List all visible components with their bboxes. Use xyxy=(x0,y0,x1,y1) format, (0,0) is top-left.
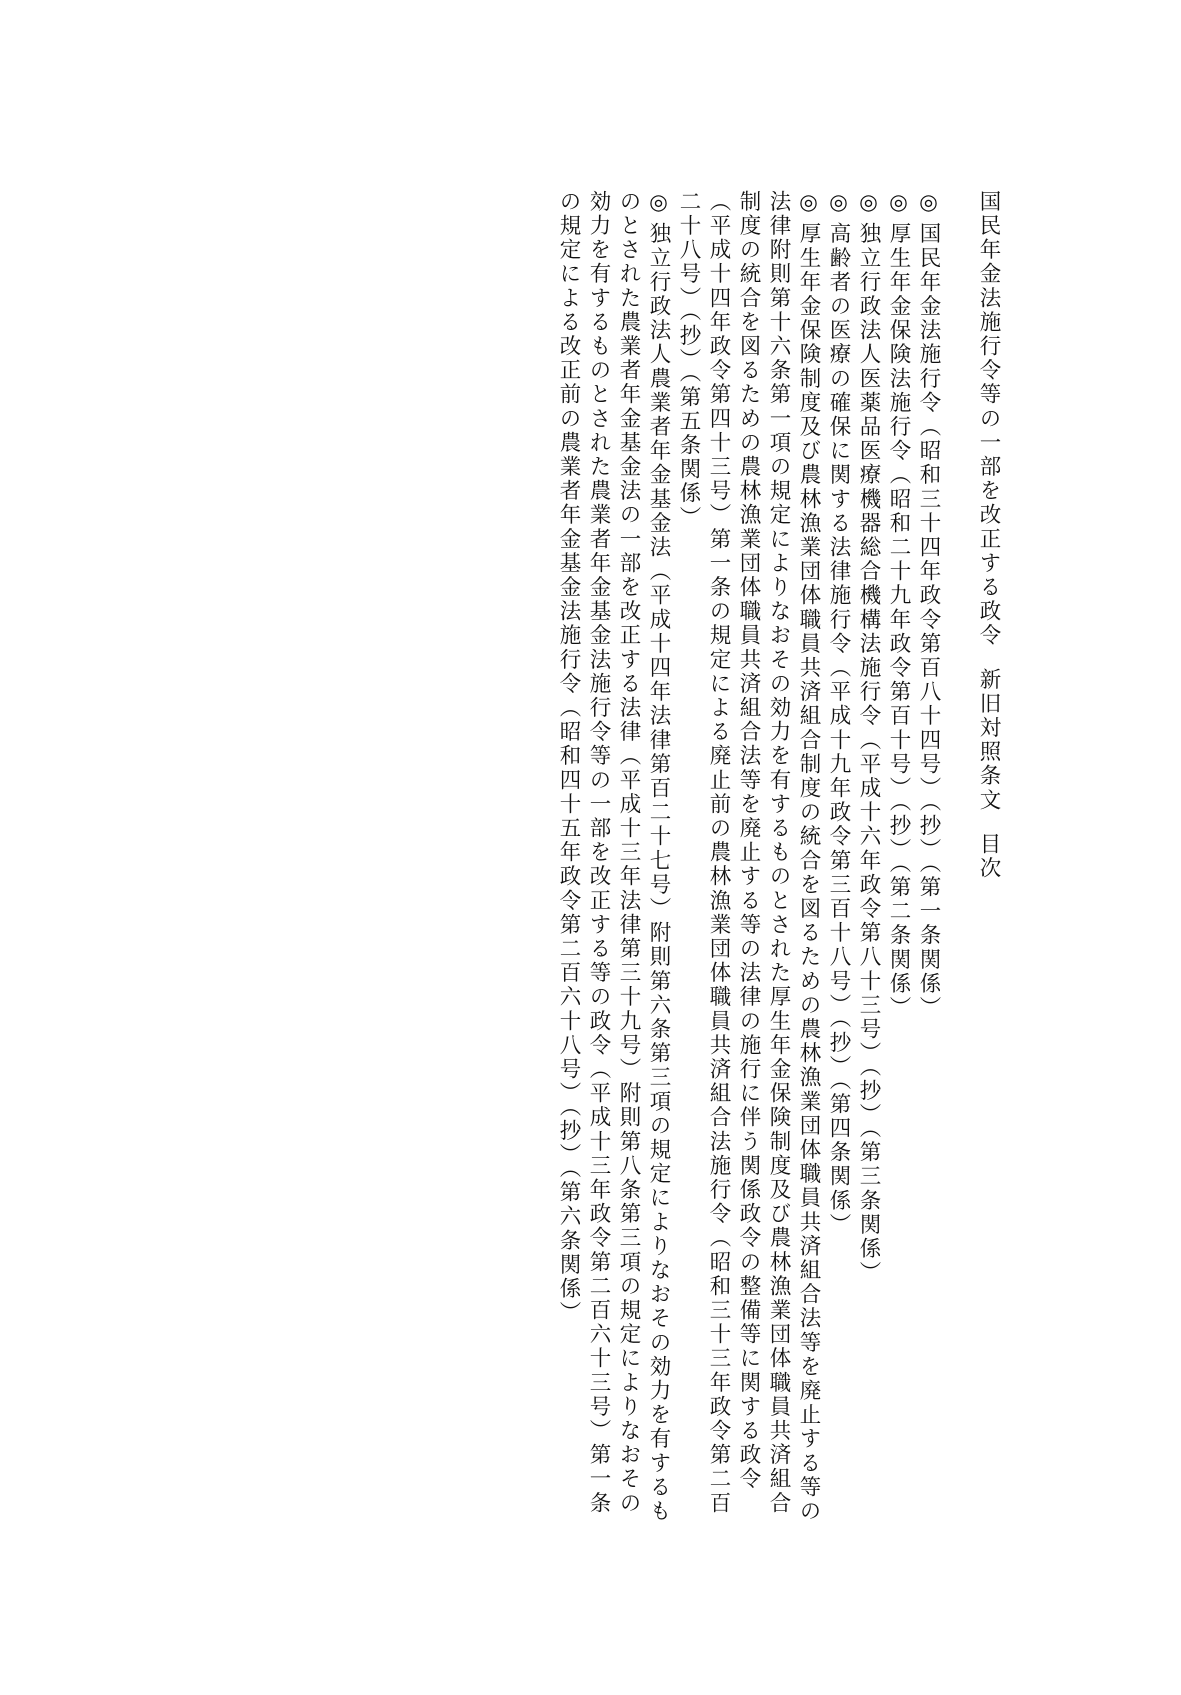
title-sub: 新旧対照条文 xyxy=(976,667,1001,813)
document-title xyxy=(973,190,1003,1530)
title-main: 国民年金法施行令等の一部を改正する政令 xyxy=(976,190,1001,648)
toc-entry-6 xyxy=(553,190,673,1530)
toc-entry-2 xyxy=(883,190,913,1530)
toc-entry-1 xyxy=(913,190,943,1530)
toc-entry-text: 独立行政法人医薬品医療機器総合機構法施行令（平成十六年政令第八十三号）（抄）（第三条関係） xyxy=(856,222,881,1286)
toc-entry-3 xyxy=(853,190,883,1530)
document-body xyxy=(553,190,1003,1530)
toc-entry-text: 独立行政法人農業者年金基金法（平成十四年法律第百二十七号）附則第六条第三項の規定によりなおその効力を有するものとされた農業者年金基金法の一部を改正する法律（平成十三年法律第三十九号）附則第八条第三項の規定によりなおその効力を有するものとされた農業者年金基金法施行令等の一部を改正する等の政令（平成十三年政令第二百六十三号）第一条の規定による改正前の農業者年金基金法施行令（昭和四十五年政令第二百六十八号）（抄）（第六条関係） xyxy=(556,190,671,1524)
toc-entry-text: 国民年金法施行令（昭和三十四年政令第百八十四号）（抄）（第一条関係） xyxy=(916,222,941,1021)
toc-entry-5 xyxy=(673,190,823,1530)
toc-entry-4 xyxy=(823,190,853,1530)
bullet-mark: ◎ xyxy=(856,190,881,218)
toc-entry-text: 厚生年金保険制度及び農林漁業団体職員共済組合制度の統合を図るための農林漁業団体職員共済組合法等を廃止する等の法律附則第十六条第一項の規定によりなおその効力を有するものとされた厚生年金保険制度及び農林漁業団体職員共済組合制度の統合を図るための農林漁業団体職員共済組合法等を廃止する等の法律の施行に伴う関係政令の整備等に関する政令（平成十四年政令第四十三号）第一条の規定による廃止前の農林漁業団体職員共済組合法施行令（昭和三十三年政令第二百二十八号）（抄）（第五条関係） xyxy=(676,190,821,1524)
toc-entry-text: 厚生年金保険法施行令（昭和二十九年政令第百十号）（抄）（第二条関係） xyxy=(886,222,911,1021)
bullet-mark: ◎ xyxy=(916,190,941,218)
bullet-mark: ◎ xyxy=(796,190,821,218)
bullet-mark: ◎ xyxy=(886,190,911,218)
bullet-mark: ◎ xyxy=(826,190,851,218)
toc-entry-text: 高齢者の医療の確保に関する法律施行令（平成十九年政令第三百十八号）（抄）（第四条関係） xyxy=(826,222,851,1238)
title-toc: 目次 xyxy=(976,832,1001,881)
bullet-mark: ◎ xyxy=(646,190,671,218)
